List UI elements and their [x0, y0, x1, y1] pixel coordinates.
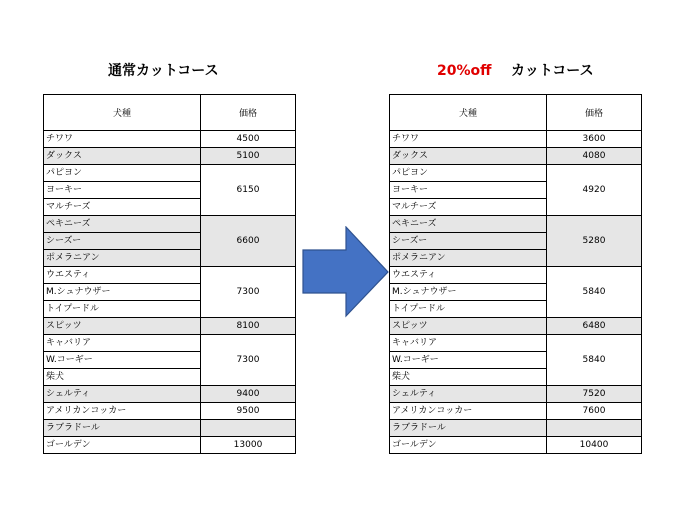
- table-row: [390, 148, 642, 165]
- right-arrow-icon: [302, 226, 390, 318]
- breed-name-cell: ポメラニアン: [390, 250, 547, 267]
- breed-name-cell: ゴールデン: [44, 437, 201, 454]
- table-row: [390, 165, 642, 182]
- table-row: [44, 148, 296, 165]
- arrow-shape: [303, 227, 388, 316]
- breed-name-cell: W.コーギー: [44, 352, 201, 369]
- table-row: [44, 131, 296, 148]
- breed-name-cell: トイプードル: [390, 301, 547, 318]
- breed-name-cell: W.コーギー: [390, 352, 547, 369]
- breed-name-cell: ペキニーズ: [390, 216, 547, 233]
- price-value-cell: 4080: [547, 148, 642, 165]
- breed-name-cell: ヨーキー: [390, 182, 547, 199]
- price-value-cell: 10400: [547, 437, 642, 454]
- breed-name-cell: ペキニーズ: [44, 216, 201, 233]
- breed-name-cell: ラブラドール: [390, 420, 547, 437]
- price-value-cell: 7300: [201, 267, 296, 318]
- price-value-cell: 7520: [547, 386, 642, 403]
- left-title-text: 通常カットコース: [108, 63, 219, 79]
- breed-name-cell: トイプードル: [44, 301, 201, 318]
- breed-name-cell: チワワ: [390, 131, 547, 148]
- price-value-cell: 6150: [201, 165, 296, 216]
- breed-name-cell: ポメラニアン: [44, 250, 201, 267]
- breed-name-cell: ウエスティ: [44, 267, 201, 284]
- table-row: [390, 318, 642, 335]
- breed-name-cell: パピヨン: [390, 165, 547, 182]
- price-value-cell: 9400: [201, 386, 296, 403]
- table-row: [44, 216, 296, 233]
- price-value-cell: 3600: [547, 131, 642, 148]
- table-row: [390, 335, 642, 352]
- breed-name-cell: マルチーズ: [390, 199, 547, 216]
- table-row: [44, 403, 296, 420]
- table-row: [390, 437, 642, 454]
- breed-name-cell: ラブラドール: [44, 420, 201, 437]
- breed-name-cell: 柴犬: [390, 369, 547, 386]
- breed-name-cell: ヨーキー: [44, 182, 201, 199]
- breed-name-cell: パピヨン: [44, 165, 201, 182]
- table-header-row: [390, 95, 642, 131]
- price-value-cell: 9500: [201, 403, 296, 420]
- table-row: [390, 216, 642, 233]
- table-row: [44, 335, 296, 352]
- table-row: [390, 403, 642, 420]
- breed-name-cell: シェルティ: [44, 386, 201, 403]
- table-row: [390, 386, 642, 403]
- price-value-cell: 5100: [201, 148, 296, 165]
- price-value-cell: 7300: [201, 335, 296, 386]
- breed-name-cell: M.シュナウザー: [44, 284, 201, 301]
- breed-name-cell: ダックス: [44, 148, 201, 165]
- price-value-cell: 7600: [547, 403, 642, 420]
- breed-name-cell: アメリカンコッカー: [390, 403, 547, 420]
- breed-name-cell: 柴犬: [44, 369, 201, 386]
- breed-name-cell: シーズー: [390, 233, 547, 250]
- price-value-cell: 5840: [547, 335, 642, 386]
- table-row: [44, 420, 296, 437]
- breed-name-cell: ゴールデン: [390, 437, 547, 454]
- price-value-cell: 8100: [201, 318, 296, 335]
- breed-name-cell: シェルティ: [390, 386, 547, 403]
- breed-name-cell: スピッツ: [44, 318, 201, 335]
- no-price-slash-cell: [547, 420, 642, 437]
- table-header-row: [44, 95, 296, 131]
- price-column-header: 価格: [201, 95, 296, 131]
- table-row: [44, 386, 296, 403]
- table-row: [44, 318, 296, 335]
- price-value-cell: 4500: [201, 131, 296, 148]
- price-value-cell: 4920: [547, 165, 642, 216]
- regular-price-table: [43, 94, 296, 454]
- breed-name-cell: キャバリア: [44, 335, 201, 352]
- discount-highlight: 20%off: [437, 63, 492, 79]
- right-title-text: カットコース: [510, 63, 594, 79]
- breed-name-cell: アメリカンコッカー: [44, 403, 201, 420]
- price-value-cell: 6600: [201, 216, 296, 267]
- breed-name-cell: チワワ: [44, 131, 201, 148]
- title-spacer: [491, 63, 511, 79]
- price-value-cell: 5280: [547, 216, 642, 267]
- left-table-title: [108, 60, 219, 82]
- table-row: [44, 267, 296, 284]
- breed-name-cell: スピッツ: [390, 318, 547, 335]
- breed-name-cell: ダックス: [390, 148, 547, 165]
- price-value-cell: 5840: [547, 267, 642, 318]
- breed-name-cell: マルチーズ: [44, 199, 201, 216]
- breed-column-header: 犬種: [44, 95, 201, 131]
- price-value-cell: 13000: [201, 437, 296, 454]
- breed-name-cell: ウエスティ: [390, 267, 547, 284]
- table-row: [44, 437, 296, 454]
- discount-price-table: [389, 94, 642, 454]
- right-table-title: [437, 60, 594, 82]
- price-column-header: 価格: [547, 95, 642, 131]
- price-value-cell: 6480: [547, 318, 642, 335]
- table-row: [390, 131, 642, 148]
- table-row: [390, 267, 642, 284]
- table-row: [44, 165, 296, 182]
- breed-name-cell: キャバリア: [390, 335, 547, 352]
- breed-column-header: 犬種: [390, 95, 547, 131]
- breed-name-cell: シーズー: [44, 233, 201, 250]
- breed-name-cell: M.シュナウザー: [390, 284, 547, 301]
- no-price-slash-cell: [201, 420, 296, 437]
- table-row: [390, 420, 642, 437]
